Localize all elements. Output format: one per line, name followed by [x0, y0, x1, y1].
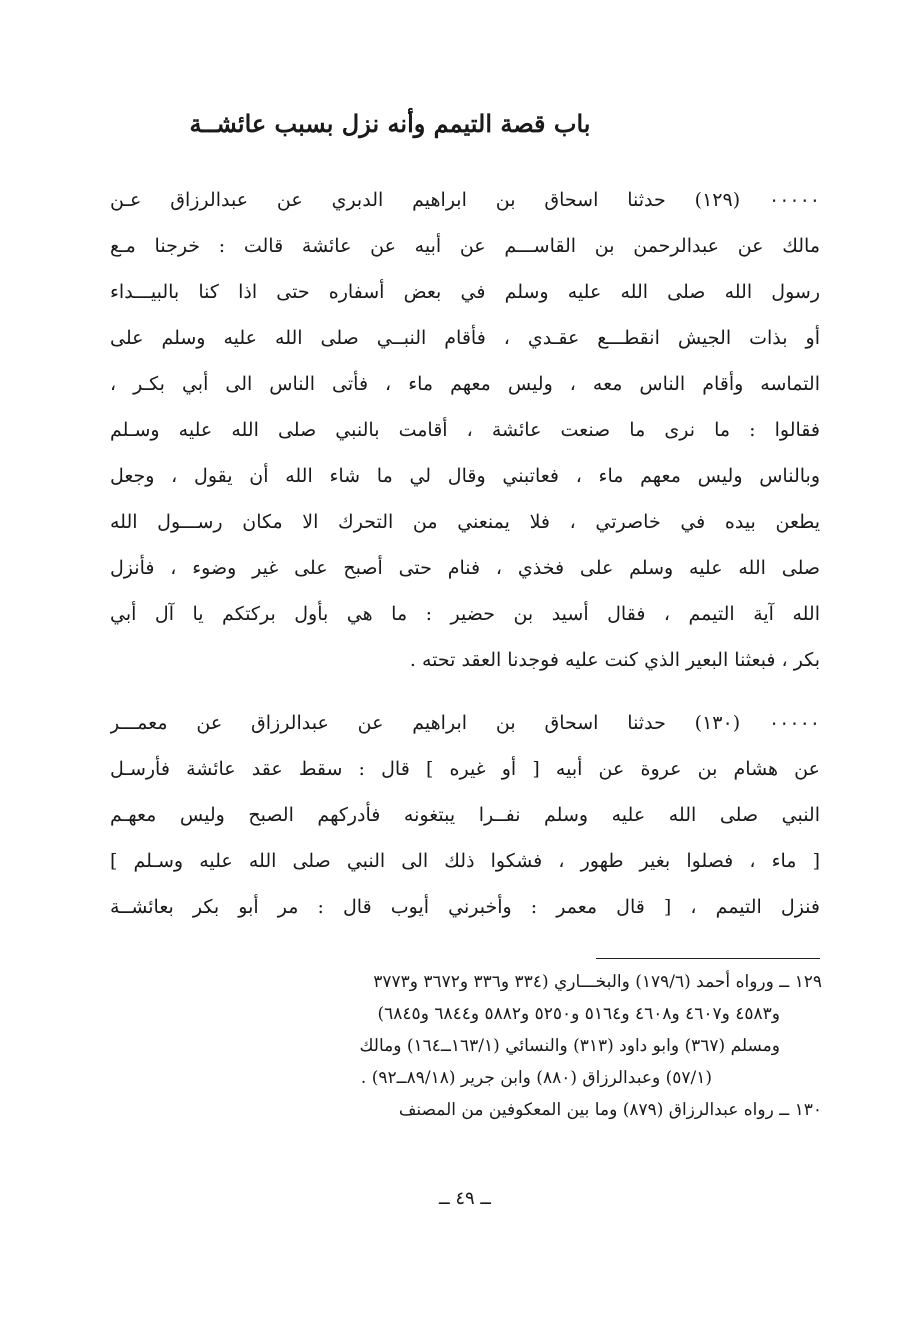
text-line: فنزل التيمم ، [ قال معمر : وأخبرني أيوب قال : مر أبو بكر بعائشــة — [110, 896, 820, 918]
text-line: الله آية التيمم ، فقال أسيد بن حضير : ما هي بأول بركتكم يا آل أبي — [110, 603, 820, 625]
text-line: أو بذات الجيش انقطـــع عقـدي ، فأقام النبــي صلى الله عليه وسلم على — [110, 327, 820, 349]
hadith-129-paragraph — [110, 177, 820, 683]
text-line: بكر ، فبعثنا البعير الذي كنت عليه فوجدنا العقد تحته . — [409, 649, 820, 671]
text-line: وبالناس وليس معهم ماء ، فعاتبني وقال لي ما شاء الله أن يقول ، وجعل — [110, 465, 820, 487]
chapter-heading: باب قصة التيمم وأنه نزل بسبب عائشــة — [189, 109, 591, 138]
footnote-line: ١٢٩ ــ ورواه أحمد (١٧٩/٦) والبخـــاري (٣٣٤ و٣٣٦ و٣٦٧٢ و٣٧٧٣ — [373, 972, 822, 992]
text-line: عن هشام بن عروة عن أبيه [ أو غيره ] قال : سقط عقد عائشة فأرسـل — [110, 758, 820, 780]
footnotes — [110, 966, 822, 1126]
text-line: النبي صلى الله عليه وسلم نفــرا يبتغونه فأدركهم الصبح وليس معهـم — [110, 804, 820, 826]
text-line: التماسه وأقام الناس معه ، وليس معهم ماء ، فأتى الناس الى أبي بكـر ، — [110, 373, 820, 395]
text-line: رسول الله صلى الله عليه وسلم في بعض أسفاره حتى اذا كنا بالبيـــداء — [110, 281, 820, 303]
footnote-line: ١٣٠ ــ رواه عبدالرزاق (٨٧٩) وما بين المعكوفين من المصنف — [398, 1100, 822, 1120]
hadith-130-paragraph — [110, 700, 820, 930]
footnote-line: و٤٥٨٣ و٤٦٠٧ و٤٦٠٨ و٥١٦٤ و٥٢٥٠ و٥٨٨٢ و٦٨٤٤ و٦٨٤٥) — [377, 1004, 780, 1024]
text-line: ٠٠٠٠٠ (١٣٠) حدثنا اسحاق بن ابراهيم عن عبدالرزاق عن معمـــر — [110, 712, 820, 734]
text-line: [ ماء ، فصلوا بغير طهور ، فشكوا ذلك الى النبي صلى الله عليه وسـلم ] — [110, 850, 820, 872]
footnote-line: (٥٧/١) وعبدالرزاق (٨٨٠) وابن جرير (٨٩/١٨ــ٩٢) . — [360, 1068, 712, 1088]
footnote-line: ومسلم (٣٦٧) وابو داود (٣١٣) والنسائي (١٦٣/١ــ١٦٤) ومالك — [359, 1036, 780, 1056]
text-line: فقالوا : ما نرى ما صنعت عائشة ، أقامت بالنبي صلى الله عليه وسـلم — [110, 419, 820, 441]
page-number: ــ ٤٩ ــ — [439, 1188, 491, 1209]
text-line: صلى الله عليه وسلم على فخذي ، فنام حتى أصبح على غير وضوء ، فأنزل — [110, 557, 820, 579]
text-line: مالك عن عبدالرحمن بن القاســـم عن أبيه عن عائشة قالت : خرجنا مـع — [110, 235, 820, 257]
footnote-divider — [596, 958, 820, 959]
text-line: يطعن بيده في خاصرتي ، فلا يمنعني من التحرك الا مكان رســـول الله — [110, 511, 820, 533]
text-line: ٠٠٠٠٠ (١٢٩) حدثنا اسحاق بن ابراهيم الدبري عن عبدالرزاق عـن — [110, 189, 820, 211]
